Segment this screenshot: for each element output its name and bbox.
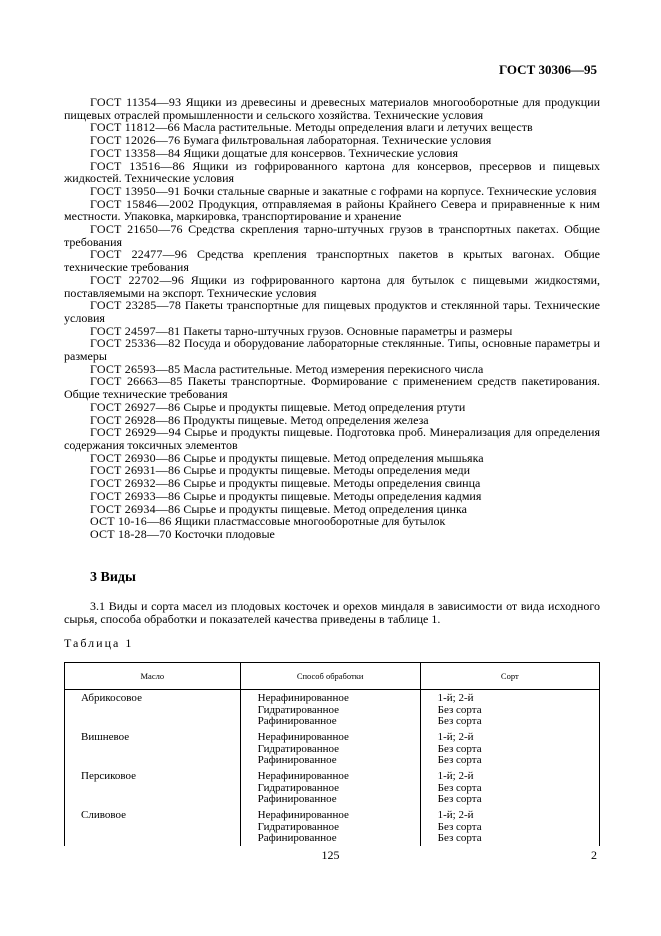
grade-line: Без сорта (437, 715, 482, 727)
oil-cell (65, 807, 241, 846)
reference-title: Посуда и оборудование лабораторные стеклянные. Типы, основные параметры и размеры (64, 336, 600, 364)
reference-code: ГОСТ 12026—76 (90, 133, 181, 148)
reference-item (64, 274, 600, 299)
reference-item (64, 198, 600, 223)
reference-title: Ящики пластмассовые многооборотные для бутылок (174, 514, 446, 529)
reference-code: ГОСТ 13358—84 (90, 145, 181, 160)
reference-code: ГОСТ 25336—82 (90, 336, 181, 351)
reference-code: ГОСТ 26928—86 (90, 412, 181, 427)
reference-code: ГОСТ 22477—96 (90, 247, 188, 262)
reference-title: Ящики из гофрированного картона для консервов, пресервов и пищевых жидкостей. Технические условия (64, 158, 601, 186)
table-row (65, 729, 600, 768)
method-line: Рафинированное (257, 832, 337, 844)
grade-line: 1-й; 2-й (437, 692, 474, 704)
method-line: Рафинированное (257, 793, 337, 805)
reference-title: Продукция, отправляемая в районы Крайнего Севера и приравненные к ним местности. Упаковка, маркировка, транспортирование и хранение (64, 196, 601, 224)
grade-cell (420, 729, 599, 768)
reference-title: Ящики из гофрированного картона для бутылок с пищевыми жидкостями, поставляемыми на экспорт. Технические условия (64, 272, 600, 300)
method-line: Нерафинированное (257, 809, 349, 821)
table-row (65, 690, 600, 730)
reference-code: ГОСТ 21650—76 (90, 222, 183, 237)
reference-item (64, 160, 600, 185)
grade-line: Без сорта (437, 820, 482, 833)
reference-title: Масла растительные. Методы определения влаги и летучих веществ (182, 120, 533, 135)
reference-item (64, 223, 600, 248)
oil-name: Абрикосовое (81, 692, 142, 704)
oil-name: Сливовое (81, 809, 126, 821)
oil-cell (65, 690, 241, 730)
reference-item (64, 248, 600, 273)
reference-title: Сырье и продукты пищевые. Метод определения ртути (183, 399, 466, 414)
grade-line: Без сорта (437, 703, 482, 716)
grade-cell (420, 768, 599, 807)
method-line: Гидратированное (257, 820, 340, 833)
oil-name: Персиковое (81, 770, 137, 782)
method-cell (240, 768, 420, 807)
reference-item (64, 426, 600, 451)
reference-code: ГОСТ 11812—66 (90, 120, 180, 135)
grade-line: Без сорта (437, 742, 482, 755)
reference-title: Продукты пищевые. Метод определения железа (183, 412, 429, 427)
reference-item (64, 96, 600, 121)
method-line: Гидратированное (257, 742, 340, 755)
method-line: Гидратированное (257, 703, 340, 716)
method-line: Нерафинированное (257, 692, 349, 704)
reference-title: Сырье и продукты пищевые. Метод определения мышьяка (183, 450, 484, 465)
reference-code: ОСТ 18-28—70 (90, 526, 172, 541)
grade-line: 1-й; 2-й (437, 731, 474, 743)
reference-title: Бочки стальные сварные и закатные с гофрами на корпусе. Технические условия (183, 183, 597, 198)
document-code: ГОСТ 30306—95 (498, 62, 597, 77)
grade-line: Без сорта (437, 793, 482, 805)
method-line: Гидратированное (257, 781, 340, 794)
method-cell (240, 690, 420, 730)
grade-cell (420, 807, 599, 846)
table-caption: Таблица 1 (64, 636, 134, 650)
reference-code: ГОСТ 26663—85 (90, 374, 183, 389)
reference-title: Пакеты транспортные. Формирование с применением средств пакетирования. Общие технические требования (64, 374, 601, 402)
reference-title: Ящики дощатые для консервов. Технические условия (183, 145, 458, 160)
reference-code: ГОСТ 26933—86 (90, 488, 181, 503)
oil-name: Вишневое (81, 731, 130, 743)
reference-code: ГОСТ 26929—94 (90, 425, 181, 440)
reference-code: ГОСТ 15846—2002 (90, 196, 195, 211)
reference-code: ГОСТ 13516—86 (90, 158, 185, 173)
reference-code: ГОСТ 22702—96 (90, 272, 185, 287)
oil-types-table (64, 662, 600, 846)
reference-title: Сырье и продукты пищевые. Методы определения свинца (183, 476, 481, 491)
reference-code: ГОСТ 24597—81 (90, 323, 181, 338)
method-line: Нерафинированное (257, 731, 349, 743)
header-method: Способ обработки (240, 663, 420, 690)
grade-line: Без сорта (437, 832, 482, 844)
grade-cell (420, 690, 599, 730)
table-row (65, 768, 600, 807)
reference-item (64, 299, 600, 324)
reference-title: Бумага фильтровальная лабораторная. Технические условия (183, 133, 492, 148)
table-row (65, 807, 600, 846)
reference-title: Сырье и продукты пищевые. Подготовка проб. Минерализация для определения содержания токсичных элементов (64, 425, 601, 452)
reference-item (64, 337, 600, 362)
table-header-row (65, 663, 600, 690)
reference-code: ГОСТ 26927—86 (90, 399, 181, 414)
sheet-number: 2 (591, 848, 597, 862)
reference-code: ГОСТ 26930—86 (90, 450, 181, 465)
reference-code: ГОСТ 11354—93 (90, 95, 182, 109)
header-oil: Масло (65, 663, 241, 690)
reference-item (64, 528, 600, 541)
section-paragraph: 3.1 Виды и сорта масел из плодовых косточек и орехов миндаля в зависимости от вида исходного сырья, способа обработки и показателей качества приведены в таблице 1. (64, 599, 600, 626)
method-cell (240, 729, 420, 768)
reference-code: ОСТ 10-16—86 (90, 514, 172, 529)
method-cell (240, 807, 420, 846)
page-number: 125 (321, 848, 340, 862)
reference-code: ГОСТ 23285—78 (90, 298, 182, 313)
grade-line: 1-й; 2-й (437, 809, 474, 821)
oil-cell (65, 768, 241, 807)
reference-title: Сырье и продукты пищевые. Методы определения кадмия (183, 488, 482, 503)
reference-title: Средства скрепления тарно-штучных грузов в транспортных пакетах. Общие требования (64, 222, 600, 249)
reference-title: Пакеты тарно-штучных грузов. Основные параметры и размеры (183, 323, 513, 338)
reference-title: Сырье и продукты пищевые. Методы определения меди (183, 463, 471, 478)
reference-code: ГОСТ 26932—86 (90, 476, 181, 491)
section-title: 3 Виды (90, 570, 136, 585)
reference-code: ГОСТ 26934—86 (90, 501, 181, 516)
reference-title: Масла растительные. Метод измерения перекисного числа (183, 361, 484, 376)
reference-item (64, 375, 600, 400)
reference-code: ГОСТ 13950—91 (90, 183, 181, 198)
reference-code: ГОСТ 26593—85 (90, 361, 181, 376)
reference-title: Пакеты транспортные для пищевых продуктов и стеклянной тары. Технические условия (64, 298, 601, 325)
reference-title: Косточки плодовые (174, 526, 275, 541)
grade-line: Без сорта (437, 781, 482, 794)
normative-references-list (64, 96, 600, 541)
grade-line: Без сорта (437, 754, 482, 766)
method-line: Рафинированное (257, 754, 337, 766)
reference-title: Сырье и продукты пищевые. Метод определения цинка (183, 501, 467, 516)
grade-line: 1-й; 2-й (437, 770, 474, 782)
method-line: Рафинированное (257, 715, 337, 727)
reference-title: Ящики из древесины и древесных материалов многооборотные для продукции пищевых отраслей промышленности и сельского хозяйства. Технические условия (64, 95, 600, 122)
reference-title: Средства крепления транспортных пакетов в крытых вагонах. Общие технические требования (64, 247, 600, 275)
method-line: Нерафинированное (257, 770, 349, 782)
header-grade: Сорт (420, 663, 599, 690)
oil-cell (65, 729, 241, 768)
reference-code: ГОСТ 26931—86 (90, 463, 181, 478)
